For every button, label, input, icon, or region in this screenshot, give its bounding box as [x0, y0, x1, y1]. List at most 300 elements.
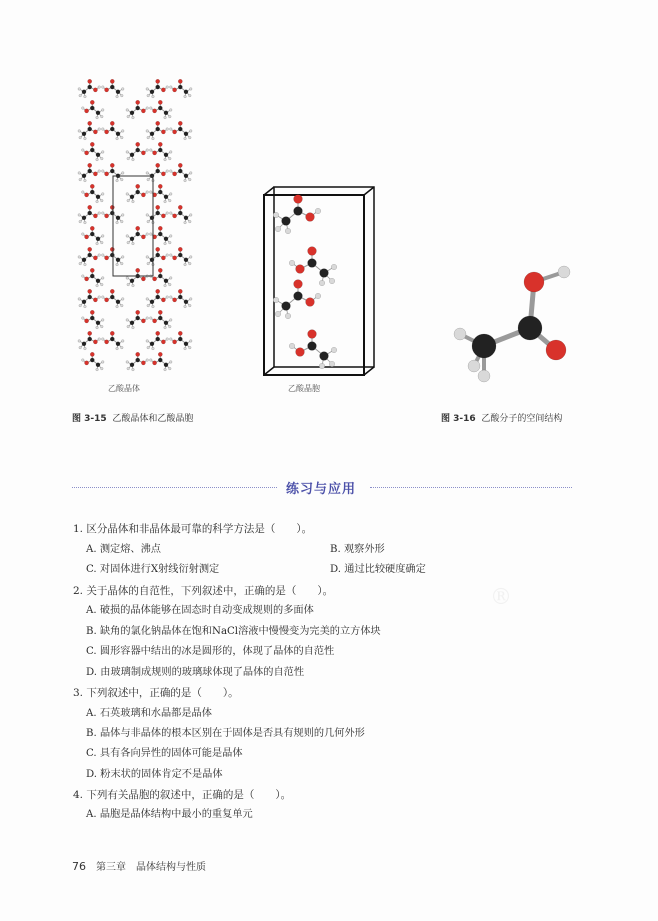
figure-3-16-caption: [441, 411, 562, 424]
hydrogen-atom: [100, 241, 103, 244]
carbon-atom: [82, 132, 86, 136]
carbon-atom: [320, 269, 329, 278]
oxygen-atom: [153, 109, 157, 113]
hydrogen-atom: [168, 115, 171, 118]
hydrogen-atom: [152, 95, 155, 98]
carboxyl-carbon-atom: [518, 316, 542, 340]
hydrogen-atom: [116, 263, 119, 266]
hydrogen-atom: [184, 137, 187, 140]
oxygen-atom: [308, 330, 317, 339]
hydrogen-atom: [478, 370, 490, 382]
carbon-atom: [164, 153, 168, 157]
hydrogen-atom: [166, 296, 169, 299]
oxygen-atom: [161, 340, 165, 344]
oxygen-atom: [105, 130, 109, 134]
oxygen-atom: [85, 277, 89, 281]
hydrogen-atom: [121, 130, 124, 133]
hydrogen-atom: [166, 254, 169, 257]
carbon-atom: [184, 342, 188, 346]
hydrogen-atom: [116, 179, 119, 182]
hydrogen-atom: [169, 319, 172, 322]
hydrogen-atom: [96, 326, 99, 329]
hydrogen-atom: [184, 95, 187, 98]
hydrogen-atom: [168, 199, 171, 202]
hydrogen-atom: [127, 283, 130, 286]
hydrogen-atom: [147, 178, 150, 181]
oxygen-atom: [141, 193, 145, 197]
hydrogen-atom: [79, 136, 82, 139]
hydrogen-atom: [331, 264, 337, 270]
oxygen-atom: [158, 352, 162, 356]
carbon-atom: [110, 211, 114, 215]
carbon-atom: [90, 274, 94, 278]
hydrogen-atom: [79, 178, 82, 181]
question-4-option-a: A. 晶胞是晶体结构中最小的重复单元: [86, 809, 253, 820]
oxygen-atom: [153, 151, 157, 155]
hydrogen-atom: [96, 242, 99, 245]
oxygen-atom: [93, 214, 97, 218]
hydrogen-atom: [169, 338, 172, 341]
oxygen-atom: [178, 79, 182, 83]
carbon-atom: [130, 111, 134, 115]
carbon-atom: [82, 90, 86, 94]
hydrogen-atom: [81, 107, 84, 110]
hydrogen-atom: [164, 368, 167, 371]
hydrogen-atom: [78, 172, 81, 175]
carbon-atom: [96, 195, 100, 199]
hydrogen-atom: [146, 298, 149, 301]
oxygen-atom: [90, 310, 94, 314]
hydrogen-atom: [146, 172, 149, 175]
hydrogen-atom: [84, 347, 87, 350]
hydrogen-atom: [166, 86, 169, 89]
hydrogen-atom: [152, 137, 155, 140]
carbon-atom: [156, 127, 160, 131]
carbon-atom: [294, 292, 303, 301]
hydrogen-atom: [285, 228, 291, 234]
oxygen-atom: [88, 163, 92, 167]
chapter-title: 第三章 晶体结构与性质: [96, 862, 206, 873]
hydrogen-atom: [147, 262, 150, 265]
hydrogen-atom: [329, 361, 335, 367]
oxygen-atom: [306, 213, 315, 222]
hydrogen-atom: [98, 212, 101, 215]
question-2-option-b: B. 缺角的氯化钠晶体在饱和NaCl溶液中慢慢变为完美的立方体块: [86, 626, 381, 637]
hydrogen-atom: [149, 191, 152, 194]
oxygen-atom: [173, 130, 177, 134]
carbon-atom: [116, 258, 120, 262]
carbon-atom: [282, 302, 291, 311]
hydrogen-atom: [101, 319, 104, 322]
oxygen-atom: [85, 109, 89, 113]
hydrogen-atom: [188, 346, 191, 349]
hydrogen-atom: [101, 338, 104, 341]
hydrogen-atom: [275, 311, 281, 317]
hydrogen-atom: [189, 214, 192, 217]
carbon-atom: [184, 174, 188, 178]
oxygen-atom: [110, 289, 114, 293]
hydrogen-atom: [81, 359, 84, 362]
carbon-atom: [282, 217, 291, 226]
oxygen-atom: [90, 352, 94, 356]
hydrogen-atom: [116, 137, 119, 140]
carbon-atom: [178, 169, 182, 173]
oxygen-atom: [105, 298, 109, 302]
hydrogen-atom: [275, 226, 281, 232]
oxygen-atom: [88, 289, 92, 293]
watermark-mark: ®: [490, 585, 512, 610]
oxygen-atom: [90, 226, 94, 230]
oxygen-atom: [173, 298, 177, 302]
hydrogen-atom: [120, 94, 123, 97]
carbon-atom: [184, 300, 188, 304]
carbon-atom: [88, 295, 92, 299]
carbon-atom: [96, 363, 100, 367]
question-3-option-b: B. 晶体与非晶体的根本区别在于固体是否具有规则的几何外形: [86, 728, 365, 739]
carbon-atom: [158, 232, 162, 236]
carbon-atom: [136, 358, 140, 362]
hydrogen-atom: [273, 297, 279, 303]
hydrogen-atom: [146, 214, 149, 217]
carbon-atom: [178, 295, 182, 299]
carbon-atom: [150, 90, 154, 94]
question-2-option-d: D. 由玻璃制成规则的玻璃球体现了晶体的自范性: [86, 667, 305, 678]
hydrogen-atom: [96, 200, 99, 203]
hydrogen-atom: [169, 86, 172, 89]
hydrogen-atom: [127, 115, 130, 118]
oxygen-atom: [136, 100, 140, 104]
hydrogen-atom: [188, 262, 191, 265]
carbon-atom: [156, 295, 160, 299]
question-1-option-d: D. 通过比较硬度确定: [330, 564, 426, 575]
hydrogen-atom: [188, 178, 191, 181]
hydrogen-atom: [152, 347, 155, 350]
hydrogen-atom: [101, 86, 104, 89]
hydrogen-atom: [126, 277, 129, 280]
hydrogen-atom: [127, 367, 130, 370]
hydrogen-atom: [166, 212, 169, 215]
hydrogen-atom: [146, 359, 149, 362]
carbon-atom: [110, 127, 114, 131]
hydrogen-atom: [84, 263, 87, 266]
page-footer: [72, 858, 206, 873]
hydrogen-atom: [98, 128, 101, 131]
hydrogen-atom: [149, 149, 152, 152]
hydrogen-atom: [121, 214, 124, 217]
figure-3-16-text: 乙酸分子的空间结构: [481, 414, 563, 424]
hydrogen-atom: [78, 298, 81, 301]
hydrogen-atom: [146, 317, 149, 320]
hydrogen-atom: [149, 317, 152, 320]
hydrogen-atom: [164, 242, 167, 245]
hydrogen-atom: [168, 283, 171, 286]
carbon-atom: [150, 342, 154, 346]
carbon-atom: [156, 85, 160, 89]
hydrogen-atom: [319, 363, 325, 369]
carbon-atom: [82, 174, 86, 178]
oxygen-atom: [93, 130, 97, 134]
hydrogen-atom: [96, 116, 99, 119]
hydrogen-atom: [120, 220, 123, 223]
carbon-atom: [90, 232, 94, 236]
oxygen-atom: [158, 310, 162, 314]
carbon-atom: [96, 153, 100, 157]
oxygen-atom: [90, 142, 94, 146]
oxygen-atom: [161, 130, 165, 134]
oxygen-atom: [88, 331, 92, 335]
carbon-atom: [82, 216, 86, 220]
oxygen-atom: [141, 151, 145, 155]
hydrogen-atom: [116, 221, 119, 224]
oxygen-atom: [85, 319, 89, 323]
carbon-atom: [88, 85, 92, 89]
hydrogen-atom: [454, 328, 466, 340]
oxygen-atom: [178, 205, 182, 209]
hydrogen-atom: [126, 151, 129, 154]
oxygen-atom: [85, 361, 89, 365]
carbon-atom: [130, 195, 134, 199]
carbon-atom: [184, 216, 188, 220]
oxygen-atom: [178, 163, 182, 167]
oxygen-atom: [158, 184, 162, 188]
hydrogen-atom: [101, 235, 104, 238]
section-divider-right: [370, 487, 572, 488]
hydrogen-atom: [101, 109, 104, 112]
hydrogen-atom: [169, 254, 172, 257]
oxygen-atom: [105, 256, 109, 260]
carbon-atom: [294, 207, 303, 216]
crystal-label: 乙酸晶体: [108, 384, 140, 393]
carbon-atom: [164, 363, 168, 367]
oxygen-atom: [153, 361, 157, 365]
hydrogen-atom: [132, 242, 135, 245]
hydrogen-atom: [149, 359, 152, 362]
hydrogen-atom: [101, 151, 104, 154]
oxygen-atom: [294, 280, 303, 289]
carbon-atom: [82, 300, 86, 304]
hydrogen-atom: [558, 266, 570, 278]
carbon-atom: [178, 127, 182, 131]
oxygen-atom: [161, 172, 165, 176]
carbon-atom: [156, 169, 160, 173]
hydrogen-atom: [132, 158, 135, 161]
hydrogen-atom: [468, 360, 480, 372]
question-1-option-a: A. 测定熔、沸点: [86, 544, 161, 555]
hydrogen-atom: [189, 88, 192, 91]
question-1-option-c: C. 对固体进行X射线衍射测定: [86, 564, 220, 575]
hydrogen-atom: [96, 368, 99, 371]
oxygen-atom: [158, 100, 162, 104]
hydrogen-atom: [146, 256, 149, 259]
question-4-stem: 4. 下列有关晶胞的叙述中，正确的是（ ）。: [73, 789, 292, 801]
hydrogen-atom: [188, 94, 191, 97]
hydrogen-atom: [84, 95, 87, 98]
oxygen-atom: [88, 79, 92, 83]
hydrogen-atom: [101, 193, 104, 196]
oxygen-atom: [161, 214, 165, 218]
hydrogen-atom: [101, 128, 104, 131]
carbon-atom: [158, 148, 162, 152]
oxygen-atom: [88, 121, 92, 125]
cell-edge: [264, 367, 274, 375]
hydrogen-atom: [169, 151, 172, 154]
carbon-atom: [96, 279, 100, 283]
hydrogen-atom: [168, 367, 171, 370]
carbon-atom: [136, 232, 140, 236]
hydrogen-atom: [169, 277, 172, 280]
hydrogen-atom: [116, 347, 119, 350]
hydrogen-atom: [98, 338, 101, 341]
carbon-atom: [90, 148, 94, 152]
carbon-atom: [130, 153, 134, 157]
oxygen-atom: [136, 268, 140, 272]
oxygen-atom: [156, 289, 160, 293]
hydrogen-atom: [146, 340, 149, 343]
hydrogen-atom: [126, 193, 129, 196]
hydrogen-atom: [127, 241, 130, 244]
hydrogen-atom: [100, 367, 103, 370]
oxygen-atom: [105, 340, 109, 344]
cell-edge: [264, 187, 274, 195]
hydrogen-atom: [152, 305, 155, 308]
oxygen-atom: [161, 88, 165, 92]
carbonyl-oxygen-atom: [546, 340, 566, 360]
hydrogen-atom: [168, 241, 171, 244]
hydrogen-atom: [146, 88, 149, 91]
hydrogen-atom: [169, 212, 172, 215]
figure-3-15-number: 图 3-15: [72, 414, 107, 424]
hydrogen-atom: [116, 95, 119, 98]
hydrogen-atom: [315, 208, 321, 214]
acetic-acid-molecule-figure: [438, 258, 583, 393]
carbon-atom: [164, 321, 168, 325]
hydrogen-atom: [285, 313, 291, 319]
hydrogen-atom: [315, 293, 321, 299]
unit-cell-label: 乙酸晶胞: [288, 384, 320, 393]
hydrogen-atom: [168, 325, 171, 328]
oxygen-atom: [173, 256, 177, 260]
oxygen-atom: [110, 247, 114, 251]
oxygen-atom: [105, 172, 109, 176]
carbon-atom: [110, 169, 114, 173]
question-2-option-c: C. 圆形容器中结出的冰是圆形的，体现了晶体的自范性: [86, 646, 335, 657]
carbon-atom: [308, 259, 317, 268]
hydrogen-atom: [84, 305, 87, 308]
carbon-atom: [320, 352, 329, 361]
hydrogen-atom: [101, 170, 104, 173]
hydrogen-atom: [121, 298, 124, 301]
hydrogen-atom: [78, 130, 81, 133]
oxygen-atom: [178, 121, 182, 125]
carbon-atom: [88, 337, 92, 341]
oxygen-atom: [136, 226, 140, 230]
oxygen-atom: [136, 184, 140, 188]
carbon-atom: [110, 85, 114, 89]
hydrogen-atom: [169, 109, 172, 112]
question-3-option-a: A. 石英玻璃和水晶都是晶体: [86, 708, 212, 719]
hydrogen-atom: [147, 94, 150, 97]
hydrogen-atom: [121, 88, 124, 91]
carbon-atom: [88, 169, 92, 173]
hydrogen-atom: [184, 305, 187, 308]
cell-edge: [364, 187, 374, 195]
hydrogen-atom: [101, 254, 104, 257]
hydrogen-atom: [189, 130, 192, 133]
hydrogen-atom: [96, 284, 99, 287]
hydrogen-atom: [79, 262, 82, 265]
oxygen-atom: [110, 79, 114, 83]
hydrogen-atom: [169, 170, 172, 173]
hydrogen-atom: [169, 361, 172, 364]
oxygen-atom: [156, 79, 160, 83]
hydrogen-atom: [101, 277, 104, 280]
hydrogen-atom: [147, 220, 150, 223]
oxygen-atom: [156, 247, 160, 251]
hydrogen-atom: [164, 284, 167, 287]
oxygen-atom: [93, 256, 97, 260]
hydrogen-atom: [168, 157, 171, 160]
oxygen-atom: [153, 277, 157, 281]
oxygen-atom: [158, 268, 162, 272]
figure-3-16-number: 图 3-16: [441, 414, 476, 424]
carbon-atom: [164, 237, 168, 241]
hydrogen-atom: [188, 304, 191, 307]
hydrogen-atom: [189, 298, 192, 301]
hydrogen-atom: [121, 256, 124, 259]
oxygen-atom: [173, 340, 177, 344]
hydrogen-atom: [289, 343, 295, 349]
carbon-atom: [116, 132, 120, 136]
hydrogen-atom: [147, 136, 150, 139]
oxygen-atom: [88, 247, 92, 251]
hydrogen-atom: [84, 137, 87, 140]
hydrogen-atom: [101, 361, 104, 364]
hydrogen-atom: [146, 191, 149, 194]
oxygen-atom: [296, 348, 305, 357]
hydrogen-atom: [96, 158, 99, 161]
carbon-atom: [164, 111, 168, 115]
question-3-option-d: D. 粉末状的固体肯定不是晶体: [86, 769, 223, 780]
carbon-atom: [156, 337, 160, 341]
hydroxyl-oxygen-atom: [524, 272, 544, 292]
hydrogen-atom: [79, 346, 82, 349]
hydrogen-atom: [146, 107, 149, 110]
carbon-atom: [116, 216, 120, 220]
oxygen-atom: [93, 172, 97, 176]
hydrogen-atom: [331, 347, 337, 353]
carbon-atom: [96, 111, 100, 115]
hydrogen-atom: [120, 136, 123, 139]
hydrogen-atom: [169, 193, 172, 196]
page-number: 76: [72, 860, 86, 873]
hydrogen-atom: [81, 191, 84, 194]
oxygen-atom: [306, 298, 315, 307]
carbon-atom: [110, 295, 114, 299]
oxygen-atom: [90, 268, 94, 272]
carbon-atom: [158, 358, 162, 362]
hydrogen-atom: [84, 221, 87, 224]
carbon-atom: [88, 127, 92, 131]
hydrogen-atom: [81, 317, 84, 320]
hydrogen-atom: [98, 86, 101, 89]
carbon-atom: [184, 258, 188, 262]
hydrogen-atom: [289, 260, 295, 266]
carbon-atom: [156, 253, 160, 257]
oxygen-atom: [105, 88, 109, 92]
oxygen-atom: [85, 193, 89, 197]
hydrogen-atom: [132, 326, 135, 329]
carbon-atom: [158, 106, 162, 110]
